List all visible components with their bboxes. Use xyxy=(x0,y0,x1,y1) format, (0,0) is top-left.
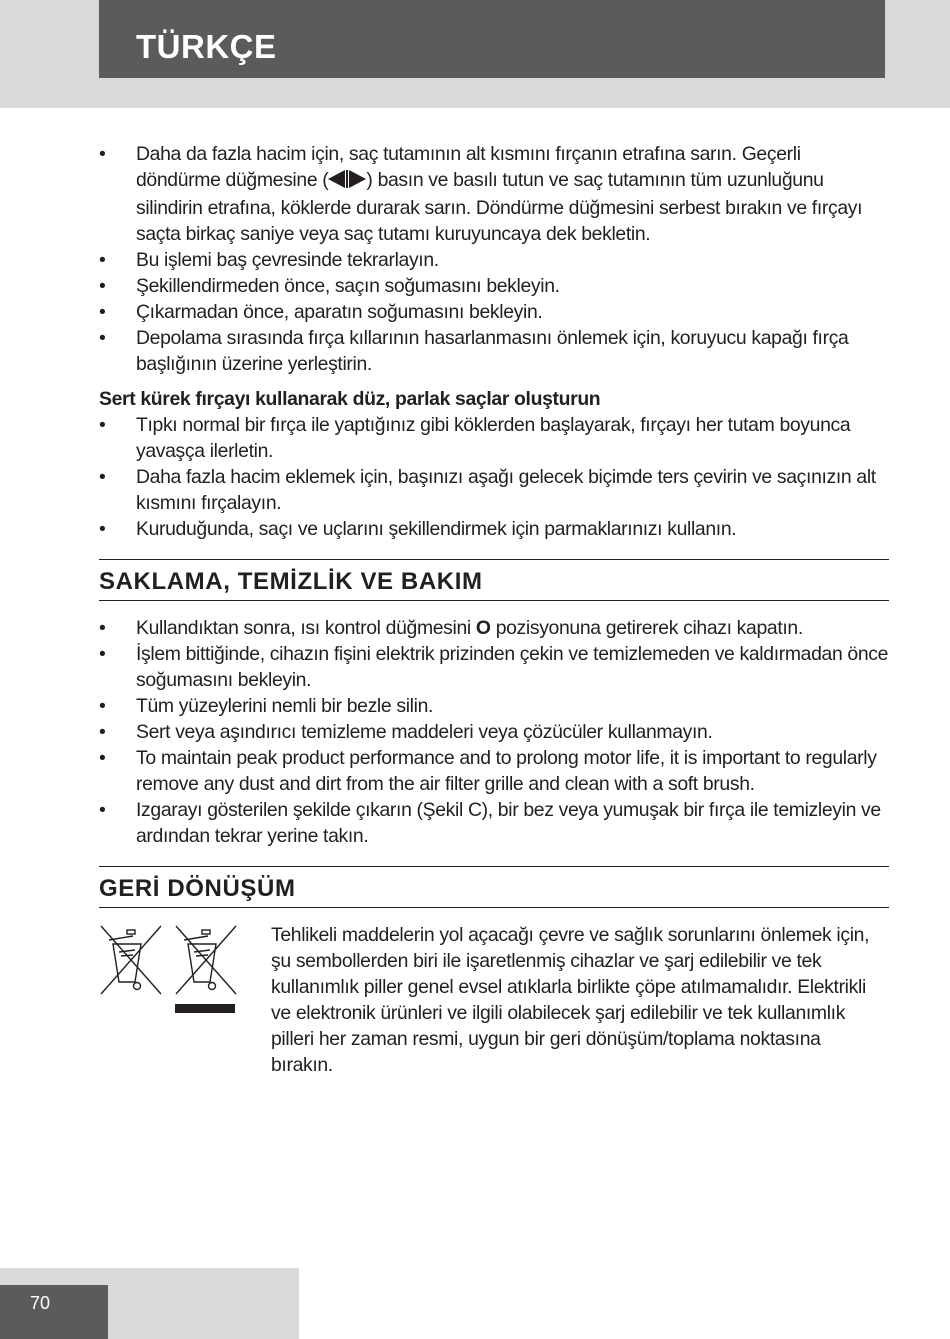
intro-list xyxy=(99,141,889,377)
weee-icons xyxy=(99,922,271,1025)
list-item: • Kuruduğunda, saçı ve uçlarını şekillendirmek için parmaklarınızı kullanın. xyxy=(99,518,737,540)
page-number: 70 xyxy=(30,1293,51,1313)
list-item: • Daha fazla hacim eklemek için, başınızı aşağı gelecek biçimde ters çevirin ve saçınızın alt kısmını fırçalayın. xyxy=(99,466,876,514)
list-item: • Izgarayı gösterilen şekilde çıkarın (Şekil C), bir bez veya yumuşak bir fırça ile temizleyin ve ardından tekrar yerine takın. xyxy=(99,799,881,847)
recycling-text: Tehlikeli maddelerin yol açacağı çevre ve sağlık sorunlarını önlemek için, şu sembollerden biri ile işaretlenmiş cihazlar ve şarj edilebilir ve tek kullanımlık piller genel evsel atıklarla birlikte çöpe atılmamalıdır. Elektrikli ve elektronik ürünleri ve ilgili olabilecek şarj edilebilir ve tek kullanımlık pilleri her zaman resmi, uygun bir geri dönüşüm/toplama noktasına bırakın. xyxy=(271,924,870,1076)
list-item: • Sert veya aşındırıcı temizleme maddeleri veya çözücüler kullanmayın. xyxy=(99,721,713,743)
list-item: • Bu işlemi baş çevresinde tekrarlayın. xyxy=(99,249,439,271)
weee-bin-bar-icon xyxy=(175,926,236,1013)
weee-bin-icon xyxy=(101,926,161,994)
care-list xyxy=(99,615,889,849)
off-position-label: O xyxy=(475,617,491,639)
list-item: • İşlem bittiğinde, cihazın fişini elektrik prizinden çekin ve temizlemeden ve kaldırmadan önce soğumasını bekleyin. xyxy=(99,643,889,691)
page-content xyxy=(99,141,889,1078)
list-item: • Daha da fazla hacim için, saç tutamının alt kısmını fırçanın etrafına sarın. Geçerli döndürme düğmesine ( ) basın ve basılı tutun ve saç tutamının tüm uzunluğunu silindirin etrafına, köklerde durarak sarın. Döndürme düğmesini serbest bırakın ve fırçayı saçta birkaç saniye veya saç tutamı kuruyuncaya dek bekletin. xyxy=(99,143,863,245)
list-item: • Kullandıktan sonra, ısı kontrol düğmesini O pozisyonuna getirerek cihazı kapatın. xyxy=(99,617,803,639)
rotate-buttons-icon xyxy=(328,169,366,195)
language-tab xyxy=(99,0,885,78)
language-title: TÜRKÇE xyxy=(136,28,277,65)
list-item: • Depolama sırasında fırça kıllarının hasarlanmasını önlemek için, koruyucu kapağı fırça başlığının üzerine yerleştirin. xyxy=(99,327,849,375)
list-item: • To maintain peak product performance and to prolong motor life, it is important to regularly remove any dust and dirt from the air filter grille and clean with a soft brush. xyxy=(99,747,877,795)
paddle-list xyxy=(99,412,889,542)
recycling-heading: GERİ DÖNÜŞÜM xyxy=(99,866,889,908)
list-item: • Tıpkı normal bir fırça ile yaptığınız gibi köklerden başlayarak, fırçayı her tutam boyunca yavaşça ilerletin. xyxy=(99,414,851,462)
recycling-block xyxy=(99,922,889,1078)
page-number-box xyxy=(0,1285,108,1339)
paddle-brush-heading: Sert kürek fırçayı kullanarak düz, parlak saçlar oluşturun xyxy=(99,388,601,410)
list-item: • Şekillendirmeden önce, saçın soğumasını bekleyin. xyxy=(99,275,560,297)
list-item: • Çıkarmadan önce, aparatın soğumasını bekleyin. xyxy=(99,301,543,323)
list-item: • Tüm yüzeylerini nemli bir bezle silin. xyxy=(99,695,434,717)
care-heading: SAKLAMA, TEMİZLİK VE BAKIM xyxy=(99,559,889,601)
